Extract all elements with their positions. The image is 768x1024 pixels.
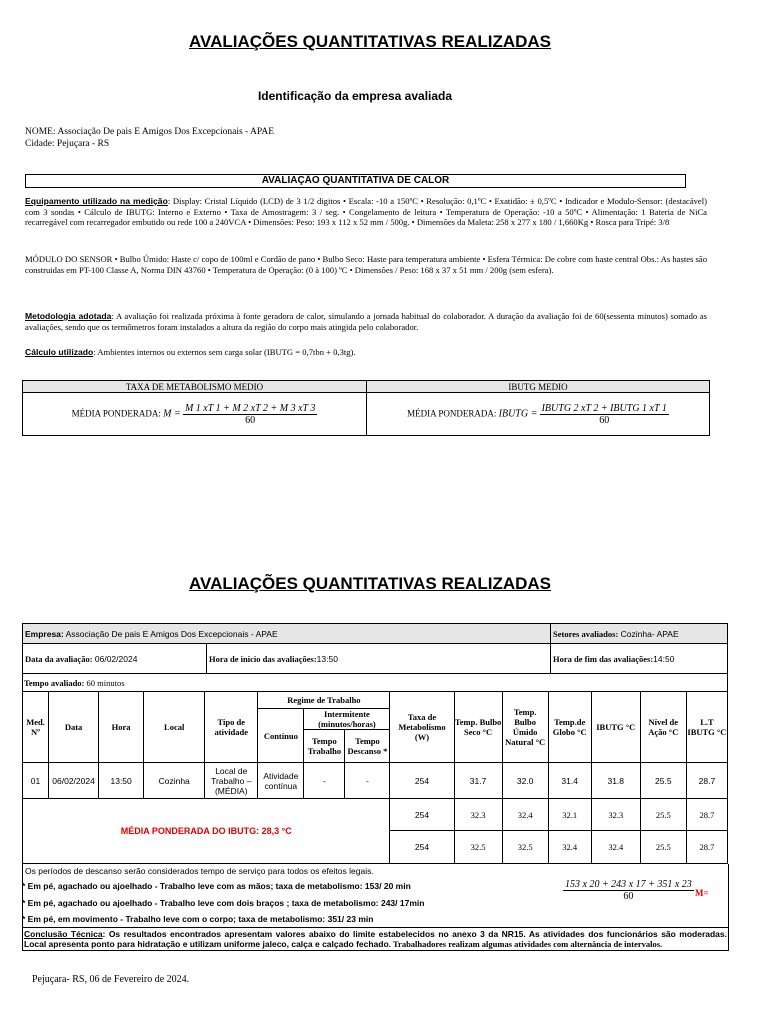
metabolism-denominator: 60 bbox=[245, 414, 256, 426]
col-work-time: Tempo Trabalho bbox=[304, 730, 345, 763]
col-dry-bulb: Temp. Bulbo Seco °C bbox=[454, 692, 502, 763]
table-row bbox=[23, 763, 728, 799]
start-time-cell bbox=[207, 644, 551, 674]
equipment-paragraph bbox=[25, 196, 707, 228]
calc-m-label: M= bbox=[695, 888, 709, 898]
cell-lt: 28.7 bbox=[686, 799, 727, 831]
date-label: Data da avaliação: bbox=[25, 653, 93, 664]
date-cell bbox=[23, 644, 207, 674]
cell-metabolism: 254 bbox=[390, 763, 454, 799]
sectors-cell bbox=[551, 624, 728, 644]
measurement-table bbox=[22, 691, 728, 864]
cell-lt: 28.7 bbox=[686, 831, 727, 864]
weighted-average-label: MÉDIA PONDERADA: bbox=[71, 408, 161, 419]
col-lt-ibutg: L.T IBUTG °C bbox=[686, 692, 727, 763]
cell-med: 01 bbox=[23, 763, 49, 799]
start-time-label: Hora de inicio das avaliações: bbox=[209, 653, 317, 664]
col-globe: Temp.de Globo °C bbox=[548, 692, 591, 763]
equipment-text: : Display: Cristal Líquido (LCD) de 3 1/2 digitos • Escala: -10 a 150ºC • Resolução: 0,1ºC • Exatidão: ± 0,5ºC • Indicador e Modulo-Sensor: (destacável) com 3 sondas • Cálculo de IBUTG: Interno e Externo • Taxa de Amostragem: 3 / seg. • Congelamento de leitura • Temperatura de Operação: -10 a 50ºC • Alimentação: 1 Bateria de NiCa recarregável com recarregador embutido ou rede 100 a 240VCA • Dimensões: Peso: 193 x 112 x 52 mm / 500g. • Dimensões da Maleta: 258 x 277 x 180 / 1,660Kg • Rosca para Tripé: 3/8 bbox=[25, 196, 707, 227]
evaluated-time-label: Tempo avaliado: bbox=[24, 677, 85, 688]
methodology-text: : A avaliação foi realizada próxima à fonte geradora de calor, simulando a jornada habitual do colaborador. A duração da avaliação foi de 60(sessenta minutos) somado as avaliações, sendo que os termômetros foram instalados a altura da região do corpo mais atingida pelo colaborador. bbox=[25, 311, 708, 332]
cell-dry-bulb: 32.3 bbox=[454, 799, 502, 831]
conclusion-text: : Os resultados encontrados apresentam valores abaixo do limite estabelecidos no anexo 3 da NR15. As atividades dos funcionários são moderadas. Local apresenta ponto para hidratação e utilizam uniforme jaleco, calça e calçado fechado. bbox=[24, 929, 727, 949]
company-value: Associação De pais E Amigos Dos Excepcionais - APAE bbox=[63, 628, 278, 639]
evaluation-info-table bbox=[22, 623, 728, 692]
sectors-value: Cozinha- APAE bbox=[618, 628, 679, 639]
conclusion-text-2: Trabalhadores realizam algumas atividades com alternância de intervalos. bbox=[391, 939, 663, 949]
end-time-value: 14:50 bbox=[653, 653, 675, 664]
page-title: AVALIAÇÕES QUANTITATIVAS REALIZADAS bbox=[188, 32, 552, 51]
company-label: Empresa: bbox=[25, 628, 64, 639]
end-time-label: Hora de fim das avaliações: bbox=[553, 653, 654, 664]
ibutg-fraction bbox=[540, 403, 669, 426]
end-time-cell bbox=[551, 644, 728, 674]
equipment-label: Equipamento utilizado na medição bbox=[25, 196, 168, 206]
calculation-text: : Ambientes internos ou externos sem carga solar (IBUTG = 0,7tbn + 0,3tg). bbox=[93, 347, 356, 357]
company-name: NOME: Associação De pais E Amigos Dos Excepcionais - APAE bbox=[25, 127, 274, 137]
metabolism-header: TAXA DE METABOLISMO MEDIO bbox=[23, 381, 367, 393]
col-action-level: Nível de Ação °C bbox=[640, 692, 686, 763]
notes-box bbox=[22, 864, 729, 928]
ibutg-numerator: IBUTG 2 xT 2 + IBUTG 1 xT 1 bbox=[541, 402, 667, 414]
cell-metabolism: 254 bbox=[390, 831, 454, 864]
col-work-regime: Regime de Trabalho bbox=[258, 692, 390, 709]
cell-hour: 13:50 bbox=[99, 763, 144, 799]
calc-numerator: 153 x 20 + 243 x 17 + 351 x 23 bbox=[565, 879, 692, 890]
metabolism-numerator: M 1 xT 1 + M 2 xT 2 + M 3 xT 3 bbox=[184, 402, 316, 414]
company-id-subtitle: Identificação da empresa avaliada bbox=[257, 89, 453, 103]
col-ibutg: IBUTG °C bbox=[591, 692, 640, 763]
cell-wet-bulb: 32.5 bbox=[502, 831, 548, 864]
ibutg-formula-cell bbox=[367, 393, 710, 436]
ibutg-lhs: IBUTG = bbox=[498, 408, 538, 420]
technical-conclusion bbox=[22, 927, 729, 951]
rest-note: Os períodos de descanso serão considerados tempo de serviço para todos os efeitos legais. bbox=[25, 866, 374, 876]
sectors-label: Setores avaliados: bbox=[553, 628, 619, 639]
calculation-paragraph bbox=[25, 347, 707, 358]
metabolism-calc bbox=[563, 879, 694, 902]
cell-ibutg: 32.4 bbox=[591, 831, 640, 864]
page-title-2: AVALIAÇÕES QUANTITATIVAS REALIZADAS bbox=[188, 574, 552, 593]
cell-dry-bulb: 32.5 bbox=[454, 831, 502, 864]
date-value: 06/02/2024 bbox=[92, 653, 138, 664]
weighted-ibutg-result: MÉDIA PONDERADA DO IBUTG: 28,3 °C bbox=[23, 799, 390, 864]
cell-lt: 28.7 bbox=[686, 763, 727, 799]
col-hour: Hora bbox=[99, 692, 144, 763]
calc-denominator: 60 bbox=[623, 891, 634, 902]
table-row bbox=[23, 799, 728, 831]
cell-metabolism: 254 bbox=[390, 799, 454, 831]
company-cell bbox=[23, 624, 551, 644]
col-local: Local bbox=[144, 692, 205, 763]
metabolism-formula-cell bbox=[23, 393, 367, 436]
col-rest-time: Tempo Descanso * bbox=[345, 730, 390, 763]
ibutg-header: IBUTG MEDIO bbox=[367, 381, 710, 393]
cell-rest-time: - bbox=[345, 763, 390, 799]
company-city: Cidade: Pejuçara - RS bbox=[25, 139, 110, 149]
cell-activity-type: Local de Trabalho – (MÉDIA) bbox=[205, 763, 258, 799]
col-intermittent: Intermitente (minutos/horas) bbox=[304, 709, 390, 730]
conclusion-label: Conclusão Técnica bbox=[24, 929, 103, 939]
formula-table bbox=[22, 380, 710, 436]
footer-date: Pejuçara- RS, 06 de Fevereiro de 2024. bbox=[32, 974, 190, 985]
col-date: Data bbox=[49, 692, 99, 763]
activity-line-3: * Em pé, em movimento - Trabalho leve com o corpo; taxa de metabolismo: 351/ 23 min bbox=[22, 914, 374, 924]
evaluated-time-value: 60 minutos bbox=[84, 677, 125, 688]
activity-line-1: * Em pé, agachado ou ajoelhado - Trabalho leve com as mãos; taxa de metabolismo: 153/ 20 min bbox=[22, 881, 411, 891]
cell-globe: 32.4 bbox=[548, 831, 591, 864]
cell-action-level: 25.5 bbox=[640, 799, 686, 831]
calculation-label: Cálculo utilizado bbox=[25, 347, 94, 357]
activity-line-2: * Em pé, agachado ou ajoelhado - Trabalho leve com dois braços ; taxa de metabolismo: 243/ 17min bbox=[22, 898, 425, 908]
evaluated-time-cell bbox=[23, 674, 728, 692]
cell-work-time: - bbox=[304, 763, 345, 799]
ibutg-denominator: 60 bbox=[599, 414, 610, 426]
metabolism-fraction bbox=[183, 403, 317, 426]
col-continuous: Contínuo bbox=[258, 709, 304, 763]
methodology-label: Metodologia adotada bbox=[25, 311, 112, 321]
cell-continuous: Atividade contínua bbox=[258, 763, 304, 799]
col-metabolism: Taxa de Metabolismo (W) bbox=[390, 692, 454, 763]
cell-globe: 31.4 bbox=[548, 763, 591, 799]
methodology-paragraph bbox=[25, 311, 707, 332]
cell-local: Cozinha bbox=[144, 763, 205, 799]
cell-action-level: 25.5 bbox=[640, 763, 686, 799]
col-activity-type: Tipo de atividade bbox=[205, 692, 258, 763]
start-time-value: 13:50 bbox=[316, 653, 338, 664]
cell-wet-bulb: 32.0 bbox=[502, 763, 548, 799]
weighted-average-label: MÉDIA PONDERADA: bbox=[407, 408, 497, 419]
col-med: Med. Nº bbox=[23, 692, 49, 763]
sensor-paragraph: MÓDULO DO SENSOR • Bulbo Úmido: Haste c/ copo de 100ml e Cordão de pano • Bulbo Seco: Haste para temperatura ambiente • Esfera Térmica: De cobre com haste central Obs.: As hastes são construidas em PT-100 Classe A, Norma DIN 43760 • Temperatura de Operação: (0 à 100) ºC • Dimensões / Peso: 168 x 37 x 51 mm / 200g (sem esfera). bbox=[25, 254, 707, 275]
cell-ibutg: 31.8 bbox=[591, 763, 640, 799]
heat-evaluation-title: AVALIAÇÃO QUANTITATIVA DE CALOR bbox=[25, 174, 686, 188]
cell-date: 06/02/2024 bbox=[49, 763, 99, 799]
col-wet-bulb: Temp. Bulbo Úmido Natural °C bbox=[502, 692, 548, 763]
cell-wet-bulb: 32.4 bbox=[502, 799, 548, 831]
metabolism-lhs: M = bbox=[163, 408, 181, 420]
cell-ibutg: 32.3 bbox=[591, 799, 640, 831]
cell-globe: 32.1 bbox=[548, 799, 591, 831]
cell-action-level: 25.5 bbox=[640, 831, 686, 864]
cell-dry-bulb: 31.7 bbox=[454, 763, 502, 799]
